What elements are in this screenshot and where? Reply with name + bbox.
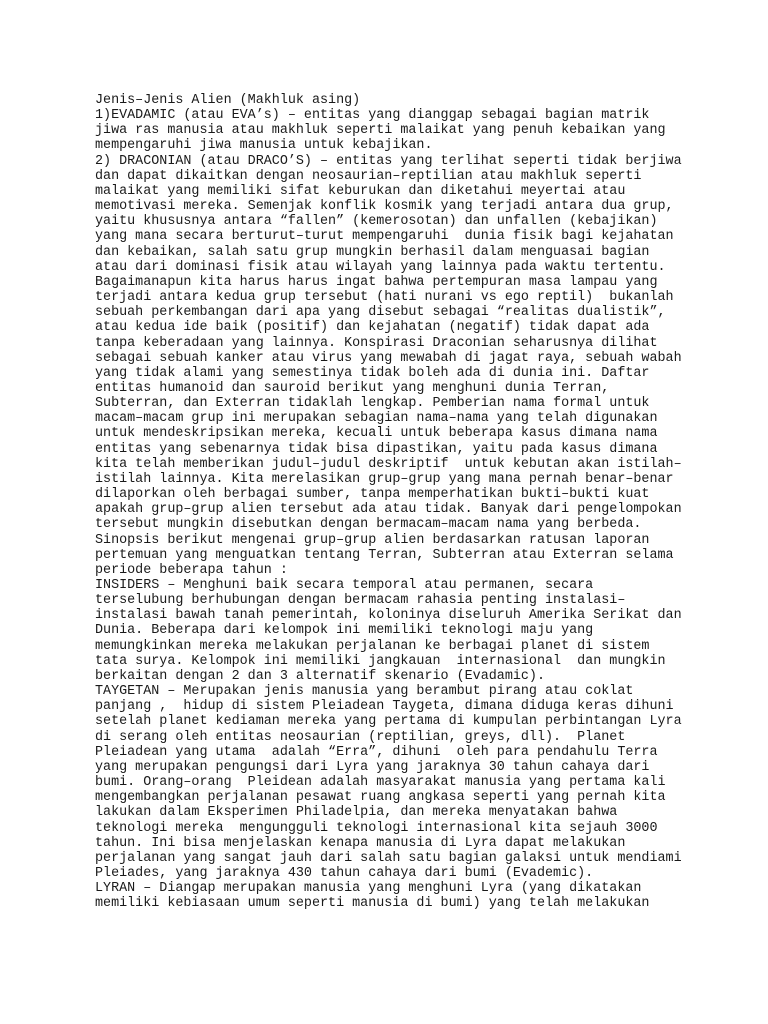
text-line: tata surya. Kelompok ini memiliki jangkauan internasional dan mungkin [95,653,666,669]
text-line: Pleiades, yang jaraknya 430 tahun cahaya dari bumi (Evademic). [95,865,594,881]
text-line: mempengaruhi jiwa manusia untuk kebajikan. [95,138,433,154]
text-line: yang merupakan pengungsi dari Lyra yang jaraknya 30 tahun cahaya dari [95,759,650,775]
text-line: malaikat yang memiliki sifat keburukan dan diketahui meyertai atau [95,183,626,199]
text-line: bumi. Orang–orang Pleidean adalah masyarakat manusia yang pertama kali [95,775,666,791]
text-line: TAYGETAN – Merupakan jenis manusia yang berambut pirang atau coklat [95,684,634,700]
text-line: atau kedua ide baik (positif) dan kejahatan (negatif) tidak dapat ada [95,320,650,336]
text-line: yaitu khususnya antara “fallen” (kemerosotan) dan unfallen (kebajikan) [95,214,658,230]
text-line: Pleiadean yang utama adalah “Erra”, dihuni oleh para pendahulu Terra [95,744,658,760]
text-line: panjang , hidup di sistem Pleiadean Taygeta, dimana diduga keras dihuni [95,699,674,715]
text-line: istilah lainnya. Kita merelasikan grup–grup yang mana pernah benar–benar [95,471,674,487]
text-line: yang mana secara berturut–turut mempengaruhi dunia fisik bagi kejahatan [95,229,674,245]
text-line: kita telah memberikan judul–judul deskriptif untuk kebutan akan istilah– [95,456,682,472]
text-line: di serang oleh entitas neosaurian (reptilian, greys, dll). Planet [95,729,626,745]
text-line: Jenis–Jenis Alien (Makhluk asing) [95,93,361,108]
text-line: lakukan dalam Eksperimen Philadelpia, dan mereka menyatakan bahwa [95,805,618,821]
text-line: mengembangkan perjalanan pesawat ruang angkasa seperti yang pernah kita [95,790,666,806]
text-line: berkaitan dengan 2 dan 3 alternatif skenario (Evadamic). [95,668,545,684]
text-line: apakah grup–grup alien tersebut ada atau tidak. Banyak dari pengelompokan [95,502,682,518]
text-line: periode beberapa tahun : [95,562,288,578]
text-line: tanpa keberadaan yang lainnya. Konspirasi Draconian seharusnya dilihat [95,335,658,351]
text-line: INSIDERS – Menghuni baik secara temporal atau permanen, secara [95,578,594,593]
text-line: memiliki kebiasaan umum seperti manusia di bumi) yang telah melakukan [95,896,650,912]
text-line: sebagai sebuah kanker atau virus yang mewabah di jagat raya, sebuah wabah [95,350,682,366]
text-line: LYRAN – Diangap merupakan manusia yang menghuni Lyra (yang dikatakan [95,881,642,897]
text-line: yang tidak alami yang semestinya tidak boleh ada di dunia ini. Daftar [95,365,650,381]
text-line: 2) DRACONIAN (atau DRACO’S) – entitas yang terlihat seperti tidak berjiwa [95,153,682,169]
text-line: memotivasi mereka. Semenjak konflik kosmik yang terjadi antara dua grup, [95,199,674,215]
text-line: Dunia. Beberapa dari kelompok ini memiliki teknologi maju yang [95,623,594,639]
text-line: 1)EVADAMIC (atau EVA’s) – entitas yang dianggap sebagai bagian matrik [95,108,650,124]
text-line: Sinopsis berikut mengenai grup–grup alien berdasarkan ratusan laporan [95,532,650,548]
text-line: atau dari dominasi fisik atau wilayah yang lainnya pada waktu tertentu. [95,259,666,275]
text-line: memungkinkan mereka melakukan perjalanan ke berbagai planet di sistem [95,638,650,654]
document-page [95,93,755,911]
text-line: pertemuan yang menguatkan tentang Terran, Subterran atau Exterran selama [95,547,674,563]
text-line: jiwa ras manusia atau makhluk seperti malaikat yang penuh kebaikan yang [95,123,666,139]
text-line: setelah planet kediaman mereka yang pertama di kumpulan perbintangan Lyra [95,714,682,730]
text-line: dan dapat dikaitkan dengan neosaurian–reptilian atau makhluk seperti [95,168,642,184]
text-line: macam–macam grup ini merupakan sebagian nama–nama yang telah digunakan [95,411,658,427]
text-line: untuk mendeskripsikan mereka, kecuali untuk beberapa kasus dimana nama [95,426,658,442]
text-line: teknologi mereka mengungguli teknologi internasional kita sejauh 3000 [95,820,658,836]
text-line: instalasi bawah tanah pemerintah, koloninya diseluruh Amerika Serikat dan [95,608,682,624]
text-line: entitas yang sebenarnya tidak bisa dipastikan, yaitu pada kasus dimana [95,441,658,457]
text-line: terselubung berhubungan dengan bermacam rahasia penting instalasi– [95,593,626,609]
text-line: dilaporkan oleh berbagai sumber, tanpa memperhatikan bukti–bukti kuat [95,487,650,503]
text-line: perjalanan yang sangat jauh dari salah satu bagian galaksi untuk mendiami [95,850,682,866]
text-line: dan kebaikan, salah satu grup mungkin berhasil dalam menguasai bagian [95,244,650,260]
text-line: terjadi antara kedua grup tersebut (hati nurani vs ego reptil) bukanlah [95,290,674,306]
text-line: sebuah perkembangan dari apa yang disebut sebagai “realitas dualistik”, [95,305,666,321]
text-line: Bagaimanapun kita harus harus ingat bahwa pertempuran masa lampau yang [95,274,658,290]
text-line: entitas humanoid dan sauroid berikut yang menghuni dunia Terran, [95,380,610,396]
text-line: tahun. Ini bisa menjelaskan kenapa manusia di Lyra dapat melakukan [95,835,626,851]
text-line: tersebut mungkin disebutkan dengan bermacam–macam nama yang berbeda. [95,517,642,533]
text-line: Subterran, dan Exterran tidaklah lengkap. Pemberian nama formal untuk [95,396,650,412]
